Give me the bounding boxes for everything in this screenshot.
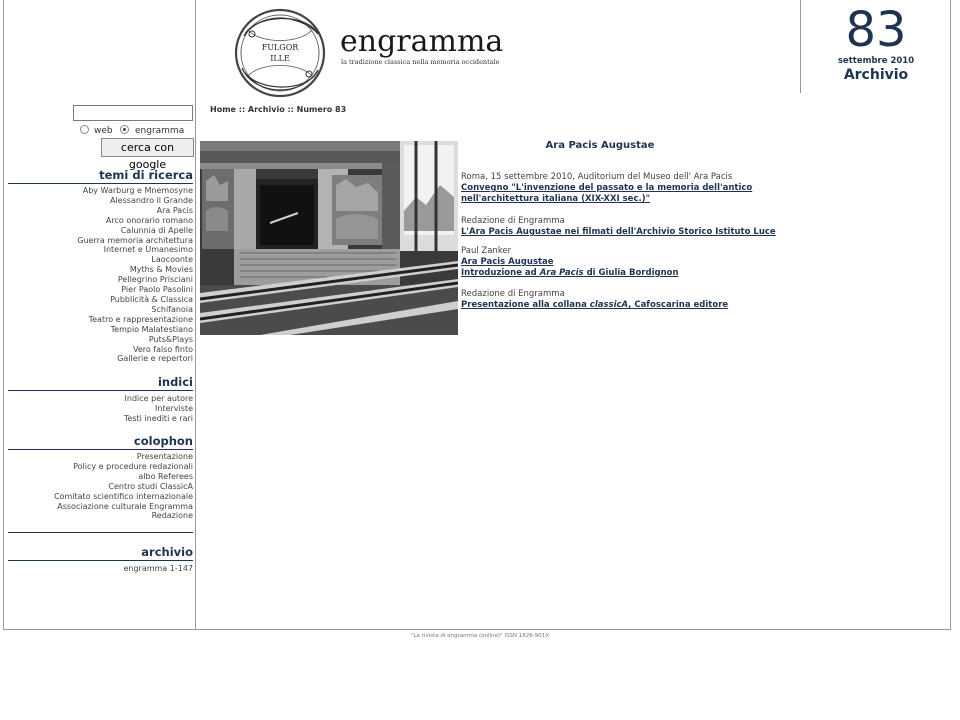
- indici-list: [8, 394, 193, 424]
- issue-archive-link[interactable]: Archivio: [843, 67, 909, 83]
- indici-item-0[interactable]: Indice per autore: [124, 394, 193, 403]
- introduzione-link-italic: Ara Pacis: [539, 268, 584, 278]
- classica-link-suffix: , Cafoscarina editore: [628, 300, 729, 310]
- colophon-list: [8, 452, 193, 521]
- classica-link-prefix: Presentazione alla collana: [461, 300, 590, 310]
- colophon-item-2[interactable]: albo Referees: [138, 471, 193, 481]
- radio-web[interactable]: [80, 125, 89, 134]
- introduzione-link[interactable]: [461, 268, 679, 278]
- temi-item-8[interactable]: Myths & Movies: [129, 265, 193, 275]
- radio-engramma[interactable]: [120, 125, 129, 134]
- section-archivio[interactable]: archivio: [8, 545, 193, 561]
- brand-title[interactable]: engramma: [340, 24, 504, 59]
- ara-pacis-augustae-link[interactable]: Ara Pacis Augustae: [461, 257, 554, 267]
- archivio-list: [8, 564, 193, 574]
- introduzione-link-suffix: di Giulia Bordignon: [583, 268, 679, 278]
- sidebar-divider: [8, 532, 193, 533]
- archivio-item-0[interactable]: engramma 1-147: [123, 564, 193, 573]
- temi-item-14[interactable]: Tempio Malatestiano: [110, 324, 193, 334]
- temi-item-3[interactable]: Arco onorario romano: [105, 215, 193, 225]
- luce-films-link[interactable]: L'Ara Pacis Augustae nei filmati dell'Archivio Storico Istituto Luce: [461, 227, 776, 237]
- temi-item-7[interactable]: Laocoonte: [151, 255, 193, 265]
- temi-item-16[interactable]: Vero falso finto: [132, 344, 193, 354]
- indici-item-2[interactable]: Testi inediti e rari: [123, 413, 193, 423]
- search-input[interactable]: [73, 105, 193, 121]
- colophon-item-5[interactable]: Associazione culturale Engramma: [57, 501, 193, 511]
- brand-tagline: la tradizione classica nella memoria occidentale: [341, 58, 500, 66]
- event-line: Roma, 15 settembre 2010, Auditorium del Museo dell' Ara Pacis: [461, 172, 733, 182]
- colophon-item-4[interactable]: Comitato scientifico internazionale: [53, 491, 193, 501]
- temi-item-2[interactable]: Ara Pacis: [156, 205, 193, 215]
- indici-item-1[interactable]: Interviste: [155, 403, 193, 413]
- colophon-item-3[interactable]: Centro studi ClassicA: [108, 481, 193, 491]
- temi-item-17[interactable]: Gallerie e repertori: [117, 354, 193, 364]
- ara-pacis-photo[interactable]: [200, 141, 458, 335]
- ouroboros-logo-icon[interactable]: [230, 4, 330, 102]
- section-colophon[interactable]: colophon: [8, 434, 193, 450]
- google-search-button[interactable]: cerca con google: [101, 138, 194, 157]
- temi-item-10[interactable]: Pier Paolo Pasolini: [121, 285, 193, 295]
- issue-date: settembre 2010: [837, 56, 915, 66]
- issue-number: 83: [845, 2, 907, 58]
- author-zanker: Paul Zanker: [461, 246, 512, 256]
- colophon-item-1[interactable]: Policy e procedure redazionali: [73, 461, 193, 471]
- temi-item-9[interactable]: Pellegrino Prisciani: [117, 275, 193, 285]
- introduzione-link-prefix: Introduzione ad: [461, 268, 540, 278]
- breadcrumb[interactable]: Home :: Archivio :: Numero 83: [210, 105, 347, 114]
- temi-item-0[interactable]: Aby Warburg e Mnemosyne: [82, 186, 193, 195]
- classica-link-italic: classicA: [589, 300, 629, 310]
- radio-engramma-label: engramma: [135, 126, 185, 136]
- temi-item-13[interactable]: Teatro e rappresentazione: [88, 314, 193, 324]
- convegno-link-line1[interactable]: Convegno "L'invenzione del passato e la memoria dell'antico: [461, 183, 753, 193]
- author-redazione-2: Redazione di Engramma: [461, 289, 565, 299]
- temi-item-1[interactable]: Alessandro il Grande: [109, 195, 193, 205]
- temi-item-5[interactable]: Guerra memoria architettura: [77, 235, 193, 245]
- logo-text-1: FULGOR: [261, 43, 299, 52]
- temi-item-11[interactable]: Pubblicità & Classica: [110, 294, 193, 304]
- classica-link[interactable]: [461, 300, 728, 310]
- article-title: Ara Pacis Augustae: [545, 140, 655, 151]
- temi-item-15[interactable]: Puts&Plays: [148, 334, 193, 344]
- author-redazione-1: Redazione di Engramma: [461, 216, 565, 226]
- colophon-item-6[interactable]: Redazione: [151, 511, 193, 521]
- footer-issn: "La rivista di engramma (online)" ISSN 1826-901X: [410, 633, 550, 639]
- temi-item-4[interactable]: Calunnia di Apelle: [120, 225, 193, 235]
- section-indici[interactable]: indici: [8, 375, 193, 391]
- temi-item-12[interactable]: Schifanoia: [151, 304, 193, 314]
- colophon-item-0[interactable]: Presentazione: [136, 452, 193, 461]
- logo-text-2: ILLE: [270, 54, 290, 63]
- temi-list: [8, 186, 193, 364]
- temi-item-6[interactable]: Internet e Umanesimo: [103, 245, 193, 255]
- radio-web-label: web: [94, 126, 113, 136]
- convegno-link-line2[interactable]: nell'architettura italiana (XIX-XXI sec.)": [461, 194, 651, 204]
- section-temi-di-ricerca[interactable]: temi di ricerca: [8, 168, 193, 184]
